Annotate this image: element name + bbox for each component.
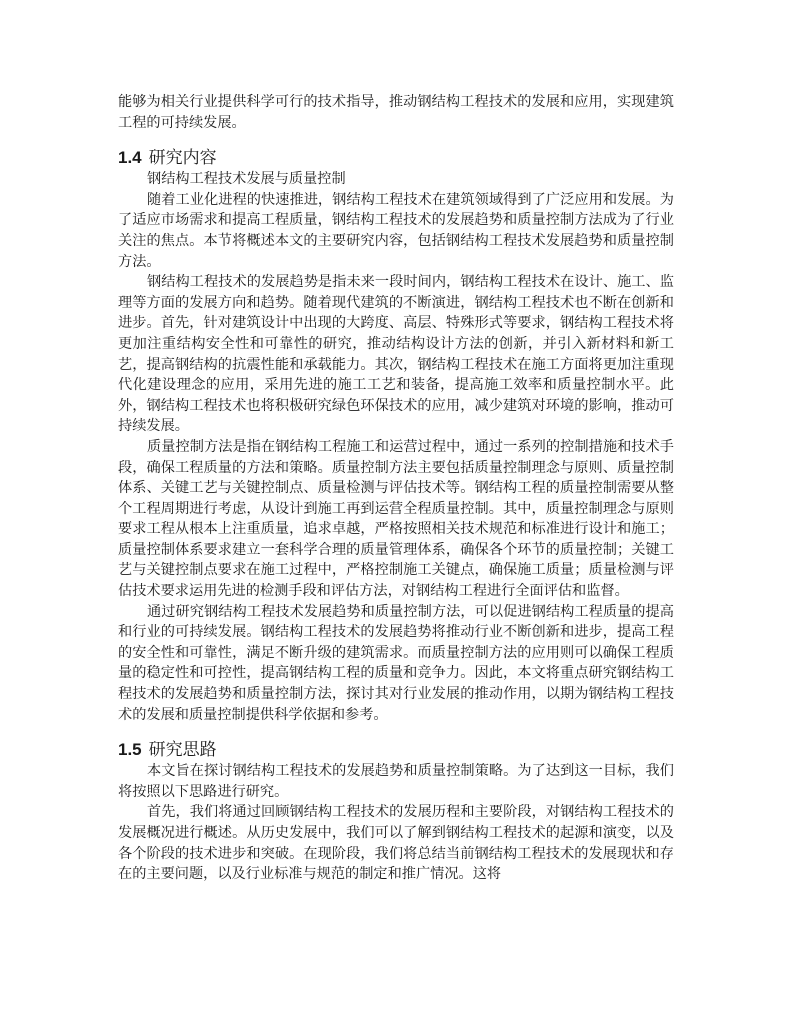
body-paragraph: 随着工业化进程的快速推进，钢结构工程技术在建筑领域得到了广泛应用和发展。为了适应市场需求和提高工程质量，钢结构工程技术的发展趋势和质量控制方法成为了行业关注的焦点。本节将概述本文的主要研究内容，包括钢结构工程技术发展趋势和质量控制方法。 [118, 191, 674, 270]
section-subtitle: 钢结构工程技术发展与质量控制 [147, 171, 346, 188]
section-heading-1-4 [118, 147, 674, 169]
section-title: 研究内容 [148, 148, 217, 169]
section-number: 1.5 [118, 740, 142, 760]
body-paragraph: 钢结构工程技术的发展趋势是指未来一段时间内，钢结构工程技术在设计、施工、监理等方面的发展方向和趋势。随着现代建筑的不断演进，钢结构工程技术也不断在创新和进步。首先，针对建筑设计中出现的大跨度、高层、特殊形式等要求，钢结构工程技术将更加注重结构安全性和可靠性的研究，推动结构设计方法的创新，并引入新材料和新工艺，提高钢结构的抗震性能和承载能力。其次，钢结构工程技术在施工方面将更加注重现代化建设理念的应用，采用先进的施工工艺和装备，提高施工效率和质量控制水平。此外，钢结构工程技术也将积极研究绿色环保技术的应用，减少建筑对环境的影响，推动可持续发展。 [118, 274, 674, 435]
body-paragraph: 通过研究钢结构工程技术发展趋势和质量控制方法，可以促进钢结构工程质量的提高和行业的可持续发展。钢结构工程技术的发展趋势将推动行业不断创新和进步，提高工程的安全性和可靠性，满足不断升级的建筑需求。而质量控制方法的应用则可以确保工程质量的稳定性和可控性，提高钢结构工程的质量和竞争力。因此，本文将重点研究钢结构工程技术的发展趋势和质量控制方法，探讨其对行业发展的推动作用，以期为钢结构工程技术的发展和质量控制提供科学依据和参考。 [118, 603, 674, 723]
body-paragraph: 首先，我们将通过回顾钢结构工程技术的发展历程和主要阶段，对钢结构工程技术的发展概况进行概述。从历史发展中，我们可以了解到钢结构工程技术的起源和演变，以及各个阶段的技术进步和突破。在现阶段，我们将总结当前钢结构工程技术的发展现状和存在的主要问题，以及行业标准与规范的制定和推广情况。这将 [118, 804, 674, 883]
document-page [118, 92, 674, 885]
section-title: 研究思路 [148, 740, 217, 761]
intro-tail-paragraph: 能够为相关行业提供科学可行的技术指导，推动钢结构工程技术的发展和应用，实现建筑工程的可持续发展。 [118, 94, 674, 131]
body-paragraph: 本文旨在探讨钢结构工程技术的发展趋势和质量控制策略。为了达到这一目标，我们将按照以下思路进行研究。 [118, 763, 674, 800]
section-heading-1-5 [118, 739, 674, 761]
section-number: 1.4 [118, 148, 142, 168]
body-paragraph: 质量控制方法是指在钢结构工程施工和运营过程中，通过一系列的控制措施和技术手段，确保工程质量的方法和策略。质量控制方法主要包括质量控制理念与原则、质量控制体系、关键工艺与关键控制点、质量检测与评估技术等。钢结构工程的质量控制需要从整个工程周期进行考虑，从设计到施工再到运营全程质量控制。其中，质量控制理念与原则要求工程从根本上注重质量，追求卓越，严格按照相关技术规范和标准进行设计和施工；质量控制体系要求建立一套科学合理的质量管理体系，确保各个环节的质量控制；关键工艺与关键控制点要求在施工过程中，严格控制施工关键点，确保施工质量；质量检测与评估技术要求运用先进的检测手段和评估方法，对钢结构工程进行全面评估和监督。 [118, 438, 674, 600]
